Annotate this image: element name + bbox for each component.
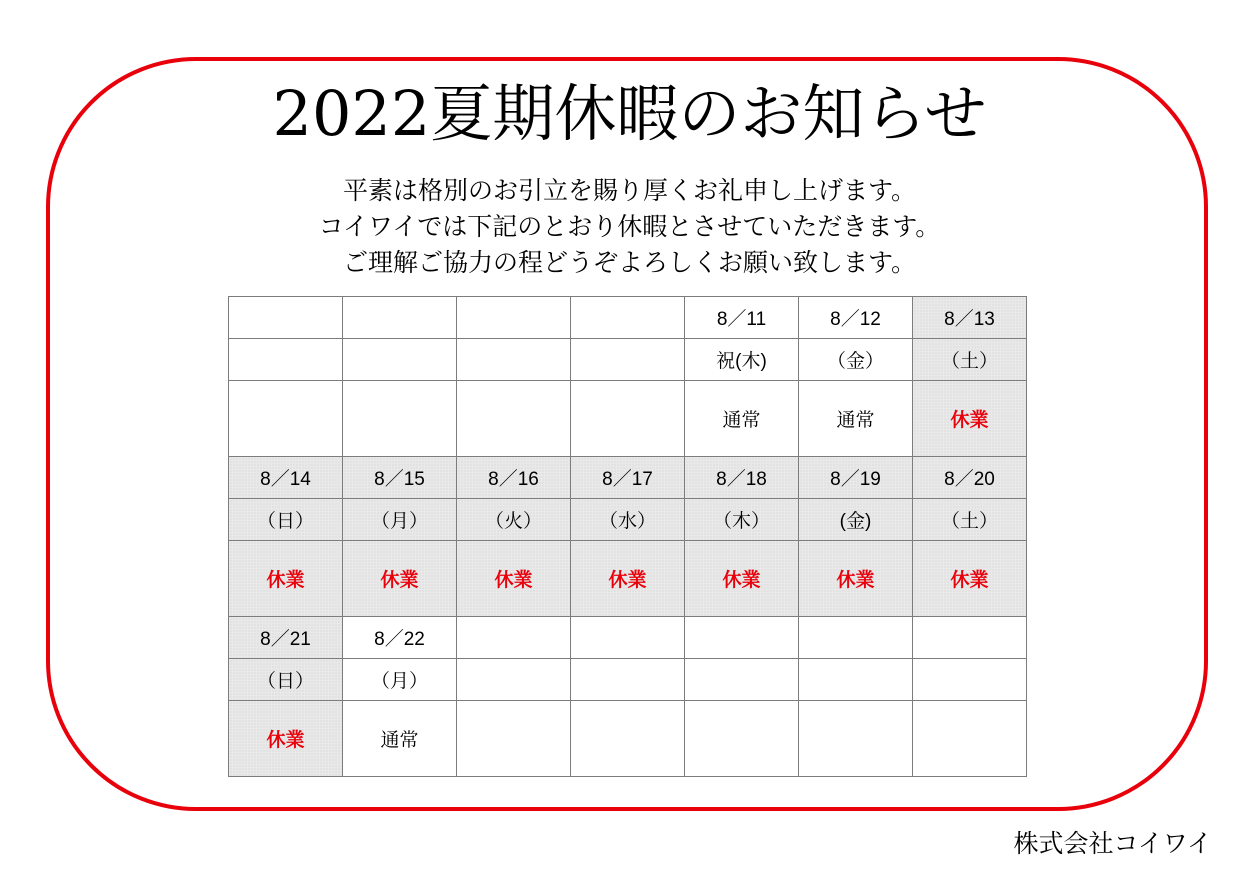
calendar-date-cell <box>457 297 571 339</box>
calendar-day-cell: （日） <box>229 659 343 701</box>
calendar-status-closed: 休業 <box>685 541 799 617</box>
calendar-status-closed: 休業 <box>913 541 1027 617</box>
calendar-date-row <box>229 617 1027 659</box>
calendar-status-cell <box>799 701 913 777</box>
calendar-day-cell: （木） <box>685 499 799 541</box>
calendar-date-cell: 8／15 <box>343 457 457 499</box>
calendar-status-closed: 休業 <box>229 541 343 617</box>
calendar-day-row <box>229 499 1027 541</box>
calendar-date-cell: 8／14 <box>229 457 343 499</box>
calendar-date-row <box>229 457 1027 499</box>
calendar-day-cell <box>571 339 685 381</box>
intro-line: ご理解ご協力の程どうぞよろしくお願い致します。 <box>342 248 916 277</box>
calendar-date-cell: 8／19 <box>799 457 913 499</box>
intro-line: 平素は格別のお引立を賜り厚くお礼申し上げます。 <box>342 176 916 205</box>
calendar-date-cell: 8／16 <box>457 457 571 499</box>
holiday-calendar <box>228 296 1027 777</box>
calendar-date-cell: 8／21 <box>229 617 343 659</box>
calendar-status-row <box>229 541 1027 617</box>
intro-text <box>0 173 1259 281</box>
calendar-status-cell <box>685 701 799 777</box>
calendar-status-cell <box>457 701 571 777</box>
calendar-status-open: 通常 <box>343 701 457 777</box>
calendar-day-cell: （日） <box>229 499 343 541</box>
calendar-day-cell <box>457 339 571 381</box>
calendar-day-row <box>229 659 1027 701</box>
calendar-date-row <box>229 297 1027 339</box>
calendar-status-cell <box>571 381 685 457</box>
calendar-date-cell <box>685 617 799 659</box>
calendar-status-closed: 休業 <box>913 381 1027 457</box>
calendar-day-cell: (金) <box>799 499 913 541</box>
calendar-day-cell: （月） <box>343 499 457 541</box>
calendar-status-open: 通常 <box>685 381 799 457</box>
calendar-day-cell <box>913 659 1027 701</box>
calendar-day-row <box>229 339 1027 381</box>
calendar-status-open: 通常 <box>799 381 913 457</box>
calendar-status-cell <box>913 701 1027 777</box>
calendar-day-cell: （水） <box>571 499 685 541</box>
calendar-status-closed: 休業 <box>457 541 571 617</box>
calendar-date-cell: 8／11 <box>685 297 799 339</box>
calendar-date-cell <box>799 617 913 659</box>
calendar-status-closed: 休業 <box>799 541 913 617</box>
calendar-day-cell <box>229 339 343 381</box>
calendar-date-cell <box>343 297 457 339</box>
calendar-day-cell <box>571 659 685 701</box>
calendar-day-cell <box>685 659 799 701</box>
calendar-day-cell <box>343 339 457 381</box>
calendar-status-cell <box>571 701 685 777</box>
calendar-date-cell: 8／18 <box>685 457 799 499</box>
page-title: 2022夏期休暇のお知らせ <box>272 77 987 150</box>
calendar-day-cell: （金） <box>799 339 913 381</box>
calendar-status-cell <box>343 381 457 457</box>
calendar-status-closed: 休業 <box>229 701 343 777</box>
company-name: 株式会社コイワイ <box>1013 829 1212 858</box>
calendar-day-cell: （火） <box>457 499 571 541</box>
calendar-date-cell <box>913 617 1027 659</box>
calendar-date-cell <box>457 617 571 659</box>
calendar-day-cell <box>457 659 571 701</box>
calendar-day-cell <box>799 659 913 701</box>
intro-line: コイワイでは下記のとおり休暇とさせていただきます。 <box>318 212 941 241</box>
calendar-date-cell: 8／22 <box>343 617 457 659</box>
calendar-date-cell: 8／20 <box>913 457 1027 499</box>
calendar-status-row <box>229 701 1027 777</box>
calendar-date-cell <box>571 617 685 659</box>
calendar-date-cell: 8／17 <box>571 457 685 499</box>
calendar-day-cell: 祝(木) <box>685 339 799 381</box>
calendar-status-cell <box>457 381 571 457</box>
calendar-date-cell: 8／12 <box>799 297 913 339</box>
calendar-date-cell <box>571 297 685 339</box>
calendar-status-closed: 休業 <box>571 541 685 617</box>
calendar-status-cell <box>229 381 343 457</box>
calendar-day-cell: （土） <box>913 339 1027 381</box>
calendar-status-row <box>229 381 1027 457</box>
calendar-date-cell: 8／13 <box>913 297 1027 339</box>
calendar-day-cell: （月） <box>343 659 457 701</box>
calendar-day-cell: （土） <box>913 499 1027 541</box>
calendar-status-closed: 休業 <box>343 541 457 617</box>
calendar-date-cell <box>229 297 343 339</box>
